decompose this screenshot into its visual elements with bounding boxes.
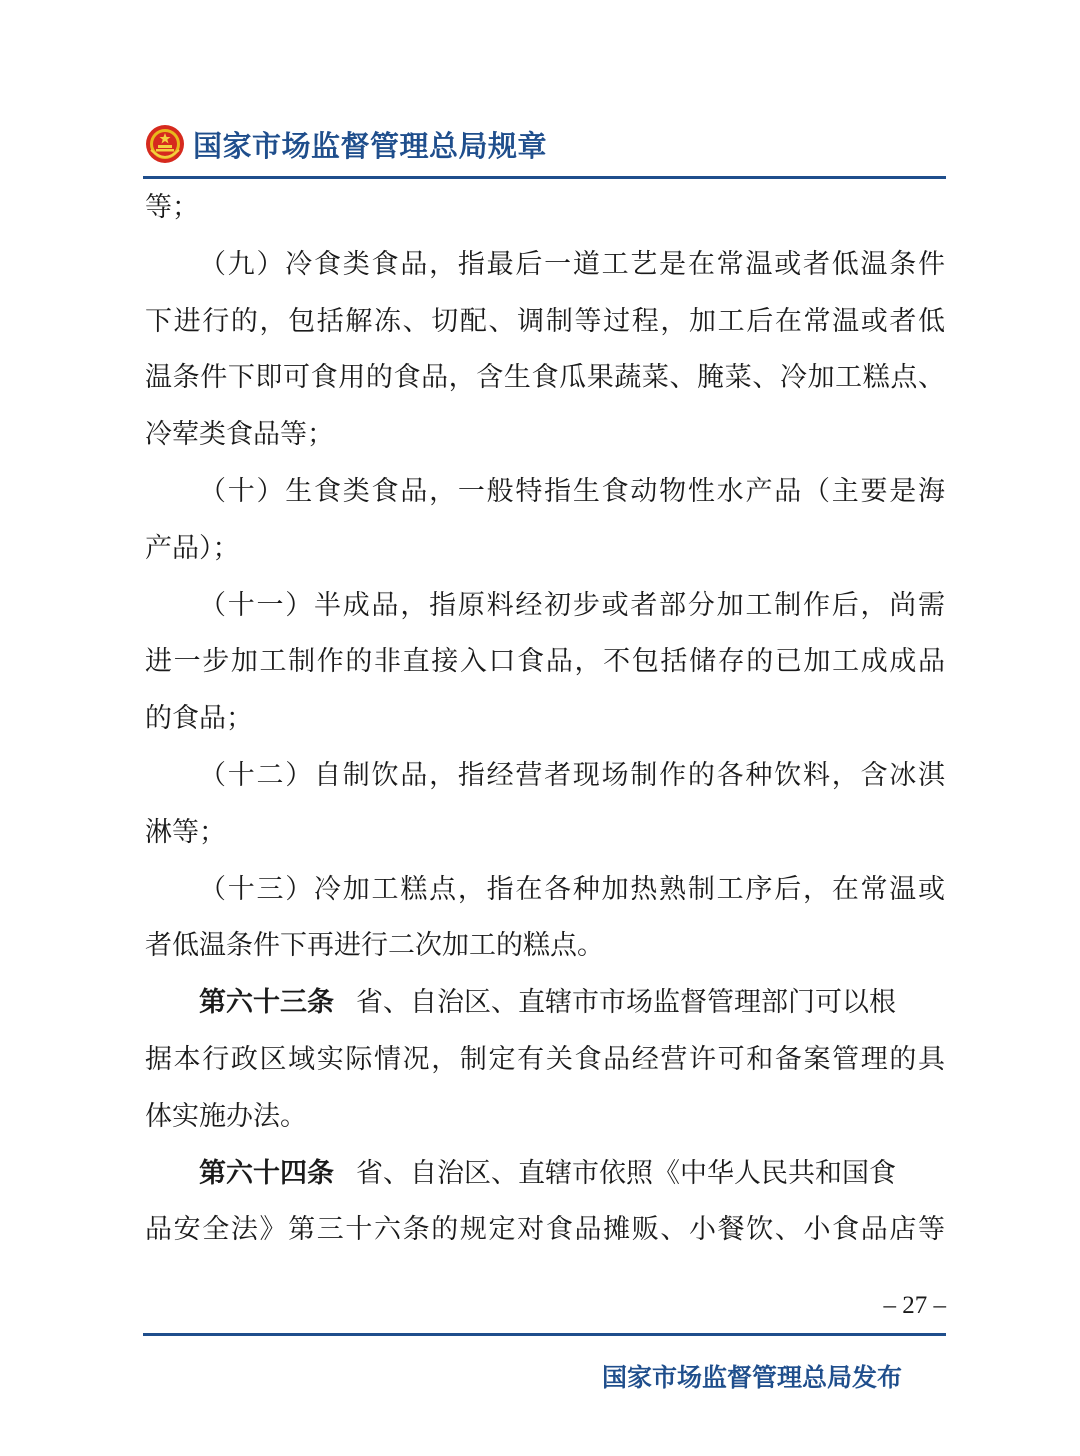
text-line: （十二）自制饮品，指经营者现场制作的各种饮料，含冰淇 bbox=[199, 759, 945, 791]
text-line: 省、自治区、直辖市市场监督管理部门可以根 bbox=[356, 987, 896, 1019]
text-line: 体实施办法。 bbox=[145, 1100, 307, 1132]
text-line: （十）生食类食品，一般特指生食动物性水产品（主要是海 bbox=[199, 475, 945, 507]
header-title: 国家市场监督管理总局规章 bbox=[193, 128, 548, 163]
page-number: – 27 – bbox=[883, 1292, 946, 1319]
footer-divider bbox=[143, 1333, 946, 1336]
article-number: 第六十四条 bbox=[199, 1157, 334, 1189]
text-line: 产品）； bbox=[145, 532, 240, 564]
article-63-first-line bbox=[145, 975, 945, 1032]
text-line: 的食品； bbox=[145, 703, 253, 735]
article-number: 第六十三条 bbox=[199, 987, 334, 1019]
text-line: 温条件下即可食用的食品，含生食瓜果蔬菜、腌菜、冷加工糕点、 bbox=[145, 362, 945, 394]
text-line: 者低温条件下再进行二次加工的糕点。 bbox=[145, 930, 604, 962]
text-line: 等； bbox=[145, 192, 199, 223]
document-body bbox=[145, 180, 945, 1259]
text-line: 淋等； bbox=[145, 816, 226, 848]
article-64-first-line bbox=[145, 1146, 945, 1203]
text-line: 进一步加工制作的非直接入口食品，不包括储存的已加工成成品 bbox=[145, 646, 945, 678]
text-line: 省、自治区、直辖市依照《中华人民共和国食 bbox=[356, 1157, 896, 1189]
header-divider bbox=[143, 176, 946, 179]
text-line: 品安全法》第三十六条的规定对食品摊贩、小餐饮、小食品店等 bbox=[145, 1214, 945, 1246]
text-line: 下进行的，包括解冻、切配、调制等过程，加工后在常温或者低 bbox=[145, 305, 945, 337]
text-line: （十一）半成品，指原料经初步或者部分加工制作后，尚需 bbox=[199, 589, 945, 621]
text-line: 冷荤类食品等； bbox=[145, 419, 334, 451]
national-emblem-icon bbox=[145, 124, 185, 164]
text-line: （十三）冷加工糕点，指在各种加热熟制工序后，在常温或 bbox=[199, 873, 945, 905]
document-header bbox=[145, 120, 547, 168]
footer-publisher: 国家市场监督管理总局发布 bbox=[601, 1363, 902, 1392]
text-line: （九）冷食类食品，指最后一道工艺是在常温或者低温条件 bbox=[199, 248, 945, 280]
text-line: 据本行政区域实际情况，制定有关食品经营许可和备案管理的具 bbox=[145, 1043, 945, 1075]
